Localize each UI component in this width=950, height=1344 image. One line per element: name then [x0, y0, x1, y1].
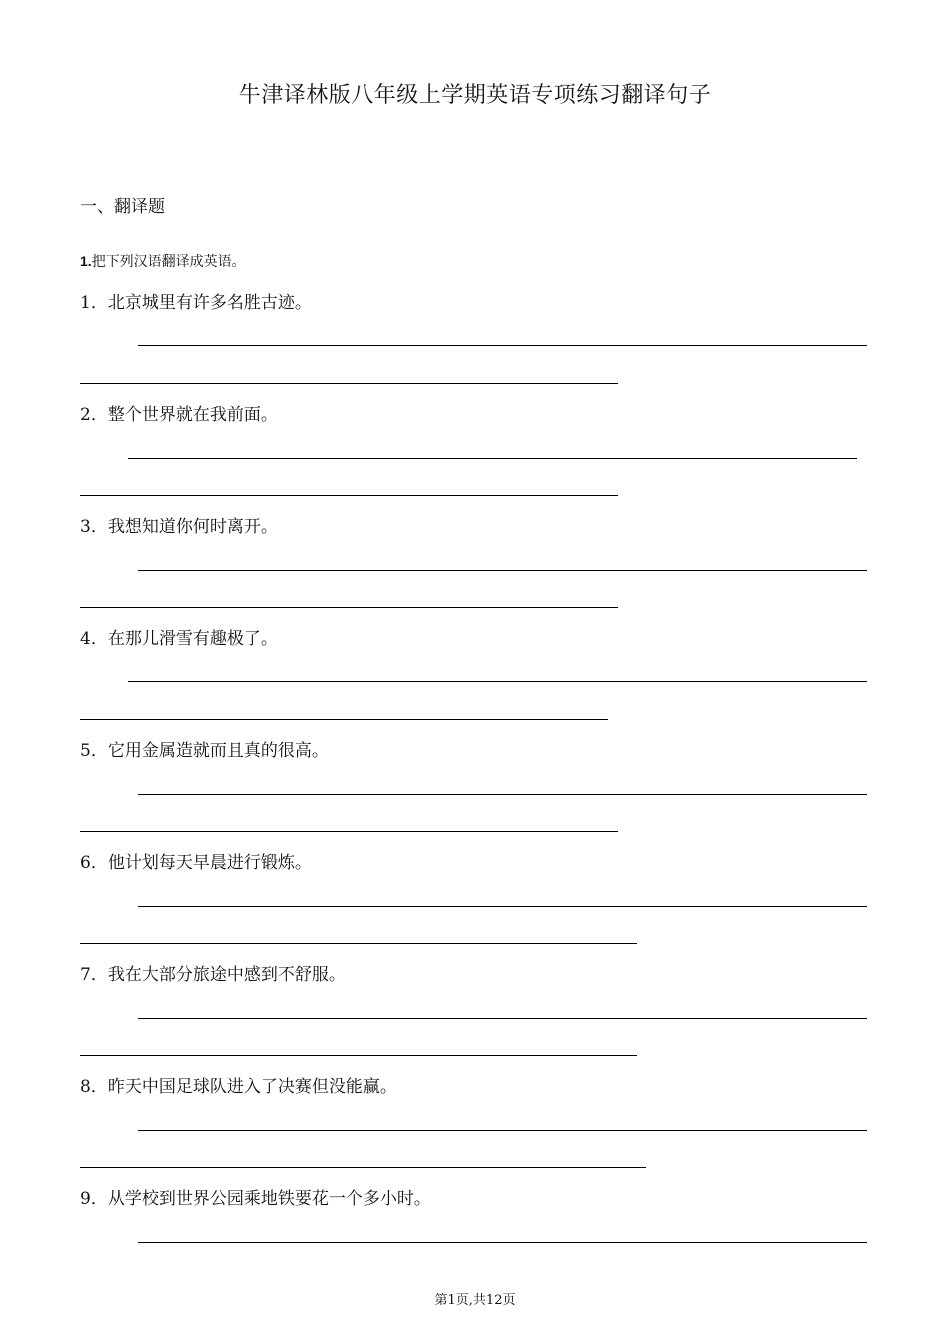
answer-line-4a[interactable]	[128, 681, 867, 682]
question-9	[80, 1184, 431, 1209]
question-text: 我在大部分旅途中感到不舒服。	[107, 965, 346, 985]
question-number: 3．	[80, 517, 108, 537]
question-number: 7．	[80, 965, 108, 985]
question-4	[80, 624, 278, 649]
instruction-text: 把下列汉语翻译成英语。	[91, 254, 246, 270]
answer-line-7b[interactable]	[80, 1055, 637, 1056]
instruction-number: 1.	[80, 253, 92, 269]
question-1	[80, 288, 312, 313]
question-text: 我想知道你何时离开。	[107, 517, 278, 537]
answer-line-2a[interactable]	[128, 458, 857, 459]
question-2	[80, 400, 278, 425]
question-7	[80, 960, 346, 985]
answer-line-5a[interactable]	[138, 794, 867, 795]
answer-line-3a[interactable]	[138, 570, 867, 571]
question-text: 在那儿滑雪有趣极了。	[107, 629, 278, 649]
question-number: 5．	[80, 741, 108, 761]
question-number: 2．	[80, 405, 108, 425]
answer-line-1a[interactable]	[138, 345, 867, 346]
answer-line-5b[interactable]	[80, 831, 618, 832]
answer-line-8b[interactable]	[80, 1167, 646, 1168]
question-text: 从学校到世界公园乘地铁要花一个多小时。	[107, 1189, 431, 1209]
answer-line-8a[interactable]	[138, 1130, 867, 1131]
answer-line-4b[interactable]	[80, 719, 608, 720]
question-3	[80, 512, 278, 537]
question-text: 它用金属造就而且真的很高。	[107, 741, 329, 761]
page-footer: 第1页,共12页	[434, 1293, 516, 1308]
page-title: 牛津译林版八年级上学期英语专项练习翻译句子	[238, 83, 712, 108]
instruction	[80, 251, 246, 271]
answer-line-1b[interactable]	[80, 383, 618, 384]
question-number: 6．	[80, 853, 108, 873]
answer-line-2b[interactable]	[80, 495, 618, 496]
question-text: 昨天中国足球队进入了决赛但没能赢。	[107, 1077, 397, 1097]
section-heading: 一、翻译题	[80, 197, 165, 217]
question-text: 整个世界就在我前面。	[107, 405, 278, 425]
question-text: 他计划每天早晨进行锻炼。	[107, 853, 312, 873]
answer-line-7a[interactable]	[138, 1018, 867, 1019]
answer-line-6a[interactable]	[138, 906, 867, 907]
question-8	[80, 1072, 397, 1097]
question-5	[80, 736, 329, 761]
question-6	[80, 848, 312, 873]
answer-line-6b[interactable]	[80, 943, 637, 944]
question-number: 9．	[80, 1189, 108, 1209]
question-text: 北京城里有许多名胜古迹。	[107, 293, 312, 313]
answer-line-9a[interactable]	[138, 1242, 867, 1243]
answer-line-3b[interactable]	[80, 607, 618, 608]
question-number: 8．	[80, 1077, 108, 1097]
question-number: 1．	[80, 293, 108, 313]
question-number: 4．	[80, 629, 108, 649]
